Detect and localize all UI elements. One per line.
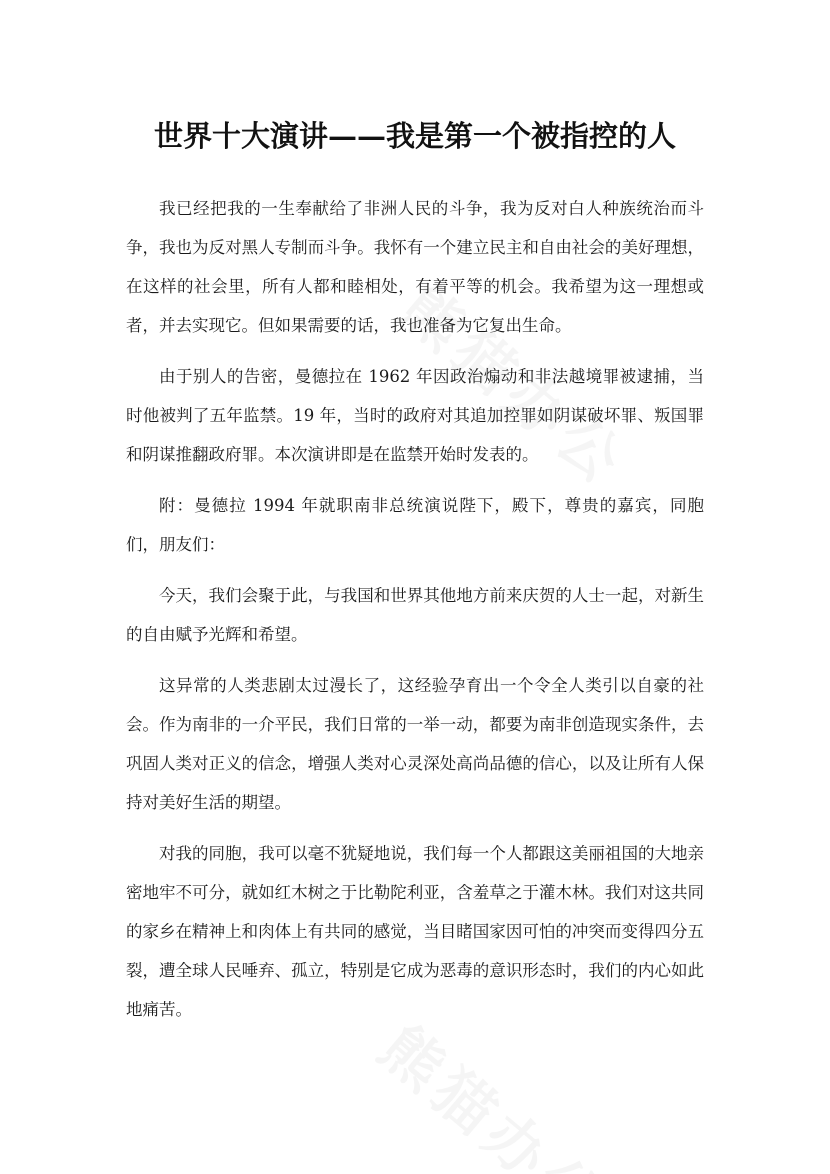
paragraph: 这异常的人类悲剧太过漫长了，这经验孕育出一个令全人类引以自豪的社会。作为南非的一介平民，我们日常的一举一动，都要为南非创造现实条件，去巩固人类对正义的信念，增强人类对心灵深处高尚品德的信心，以及让所有人保持对美好生活的期望。	[126, 676, 704, 812]
paragraph: 附：曼德拉 1994 年就职南非总统演说陛下，殿下，尊贵的嘉宾，同胞们，朋友们：	[126, 496, 704, 554]
paragraph: 今天，我们会聚于此，与我国和世界其他地方前来庆贺的人士一起，对新生的自由赋予光辉和希望。	[126, 586, 704, 644]
paragraph: 对我的同胞，我可以毫不犹疑地说，我们每一个人都跟这美丽祖国的大地亲密地牢不可分，就如红木树之于比勒陀利亚，含羞草之于灌木林。我们对这共同的家乡在精神上和肉体上有共同的感觉，当目睹国家因可怕的冲突而变得四分五裂，遭全球人民唾弃、孤立，特别是它成为恶毒的意识形态时，我们的内心如此地痛苦。	[126, 844, 704, 1019]
document-body	[126, 189, 704, 1041]
page-title: 世界十大演讲——我是第一个被指控的人	[153, 119, 676, 153]
paragraph: 由于别人的告密，曼德拉在 1962 年因政治煽动和非法越境罪被逮捕，当时他被判了五年监禁。19 年，当时的政府对其追加控罪如阴谋破坏罪、叛国罪和阴谋推翻政府罪。本次演讲即是在监禁开始时发表的。	[126, 367, 704, 464]
paragraph: 我已经把我的一生奉献给了非洲人民的斗争，我为反对白人种族统治而斗争，我也为反对黑人专制而斗争。我怀有一个建立民主和自由社会的美好理想，在这样的社会里，所有人都和睦相处，有着平等的机会。我希望为这一理想或者，并去实现它。但如果需要的话，我也准备为它复出生命。	[126, 199, 704, 335]
